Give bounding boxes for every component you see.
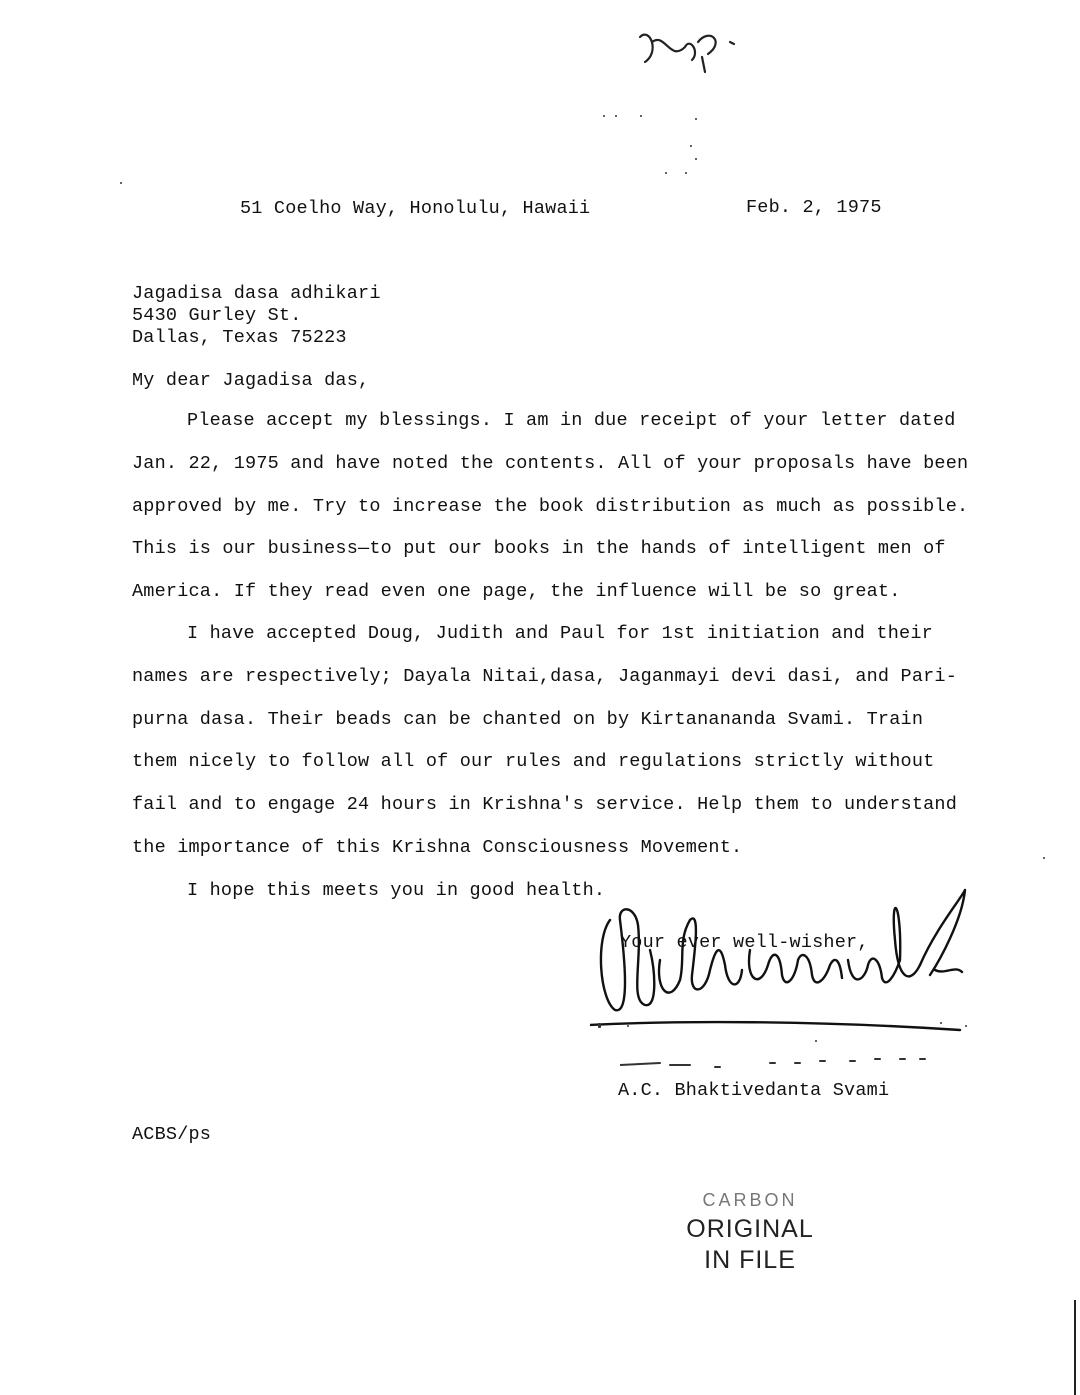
- recipient-city: Dallas, Texas 75223: [132, 327, 347, 348]
- stamp-line: ORIGINAL: [686, 1215, 814, 1243]
- scan-edge: [1074, 1300, 1076, 1395]
- body-line: the importance of this Krishna Consciousness Movement.: [132, 837, 743, 858]
- closing: Your ever well-wisher,: [620, 932, 869, 953]
- body-line: This is our business—to put our books in the hands of intelligent men of: [132, 538, 946, 559]
- body-line: Jan. 22, 1975 and have noted the contents. All of your proposals have been: [132, 453, 969, 474]
- letter-date: Feb. 2, 1975: [746, 197, 882, 218]
- stamp-line: IN FILE: [704, 1246, 796, 1274]
- recipient-street: 5430 Gurley St.: [132, 305, 302, 326]
- initials: ACBS/ps: [132, 1124, 212, 1145]
- body-line: purna dasa. Their beads can be chanted on by Kirtanananda Svami. Train: [132, 709, 924, 730]
- body-line: I have accepted Doug, Judith and Paul for 1st initiation and their: [187, 623, 933, 644]
- body-line: America. If they read even one page, the influence will be so great.: [132, 581, 901, 602]
- carbon-stamp: [650, 1190, 850, 1275]
- sender-address: 51 Coelho Way, Honolulu, Hawaii: [240, 198, 591, 219]
- body-line: them nicely to follow all of our rules and regulations strictly without: [132, 751, 935, 772]
- salutation: My dear Jagadisa das,: [132, 370, 370, 391]
- signature-dashes: [620, 1055, 940, 1075]
- body-line: I hope this meets you in good health.: [187, 880, 606, 901]
- body-line: fail and to engage 24 hours in Krishna's service. Help them to understand: [132, 794, 958, 815]
- recipient-name: Jagadisa dasa adhikari: [132, 283, 381, 304]
- body-line: approved by me. Try to increase the book distribution as much as possible.: [132, 496, 969, 517]
- body-line: names are respectively; Dayala Nitai,dasa, Jaganmayi devi dasi, and Pari-: [132, 666, 958, 687]
- handwritten-note: [630, 22, 750, 82]
- stamp-line: CARBON: [702, 1190, 798, 1210]
- signature-name: A.C. Bhaktivedanta Svami: [618, 1080, 890, 1101]
- signature: [590, 880, 980, 1050]
- body-line: Please accept my blessings. I am in due receipt of your letter dated: [187, 410, 956, 431]
